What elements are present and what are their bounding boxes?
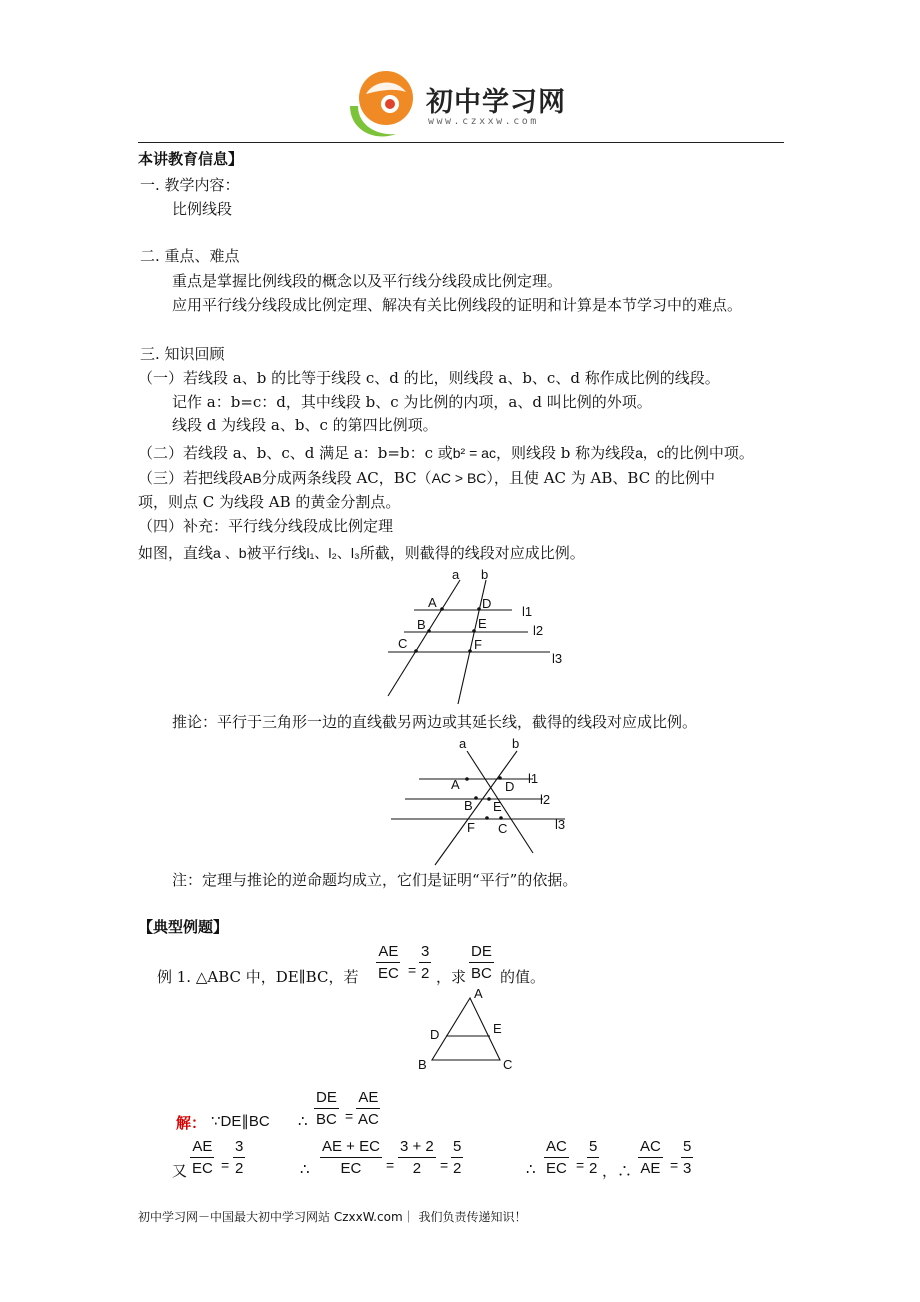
line-b <box>435 751 517 865</box>
fig1-label-a: a <box>452 567 460 582</box>
tri-label-B: B <box>418 1057 427 1072</box>
tri-label-C: C <box>503 1057 513 1072</box>
solution-therefore-1: ∴ <box>298 1112 308 1130</box>
section-2-title: 二. 重点、难点 <box>140 247 240 265</box>
solution-because: ∵DE∥BC <box>211 1113 270 1130</box>
sol-equals-2: = <box>221 1157 230 1173</box>
theorem-parallels: l₁、l₂、l₃ <box>306 545 360 561</box>
section-title: 本讲教育信息】 <box>138 150 244 168</box>
fig2-label-E: E <box>493 799 502 814</box>
example-1-text-a: 例 1. △ABC 中，DE∥BC，若 <box>157 968 359 986</box>
tri-label-A: A <box>474 986 483 1001</box>
solution-label: 解： <box>176 1114 207 1132</box>
sol-fraction-ac-ec: $\frac{AC}{EC}$ <box>546 1138 567 1177</box>
theorem-lines: a 、b <box>213 545 247 561</box>
sol-equals-6: = <box>670 1157 679 1173</box>
figure-parallel-lines <box>380 566 580 706</box>
sol-fraction-ac-ae: $\frac{AC}{AE}$ <box>640 1138 661 1177</box>
solution-therefore-3: ∴ <box>526 1160 536 1178</box>
figure-corollary <box>385 735 585 870</box>
sol-equals-4: = <box>440 1157 449 1173</box>
logo-text: 初中学习网 <box>426 87 566 118</box>
fig2-label-F: F <box>467 820 475 835</box>
theorem-text-c: 所截，则截得的线段对应成比例。 <box>359 544 585 562</box>
ex1-fraction-ae-ec: $\frac{AE}{EC}$ <box>378 943 399 982</box>
section-2-line-1: 重点是掌握比例线段的概念以及平行线分线段成比例定理。 <box>172 272 563 290</box>
theorem-statement <box>138 542 585 563</box>
fig1-label-C: C <box>398 636 408 651</box>
review-item-3-cont: 项，则点 C 为线段 AB 的黄金分割点。 <box>138 493 401 511</box>
sol-equals-1: = <box>345 1108 354 1124</box>
review-item-4: （四）补充：平行线分线段成比例定理 <box>138 517 394 535</box>
review-item-2-text-b: ，则线段 b 称为线段 <box>495 444 636 462</box>
fig2-label-a: a <box>459 736 467 751</box>
sol-fraction-5-3: $\frac{5}{3}$ <box>683 1138 692 1177</box>
fig1-label-E: E <box>478 616 487 631</box>
review-item-1-note-1: 记作 a：b=c：d，其中线段 b、c 为比例的内项，a、d 叫比例的外项。 <box>172 393 652 411</box>
review-item-2-math: b² = ac <box>452 445 496 461</box>
review-item-1: （一）若线段 a、b 的比等于线段 c、d 的比，则线段 a、b、c、d 称作成比例的线段。 <box>138 369 720 387</box>
note-text: 注：定理与推论的逆命题均成立，它们是证明“平行”的依据。 <box>172 871 578 889</box>
solution-therefore-4: ，∴ <box>602 1162 633 1180</box>
review-item-3-text-c: ），且使 AC 为 AB、BC 的比例中 <box>486 469 715 487</box>
fig2-label-B: B <box>464 798 473 813</box>
example-1-text-b: ，求 <box>436 968 467 986</box>
fig1-label-A: A <box>428 595 437 610</box>
solution-therefore-2: ∴ <box>300 1160 310 1178</box>
sol-fraction-ae-plus-ec: $\frac{AE + EC}{EC}$ <box>322 1138 380 1177</box>
review-item-3 <box>138 467 715 488</box>
ex1-fraction-de-bc: $\frac{DE}{BC}$ <box>471 943 492 982</box>
solution-also: 又 <box>172 1162 188 1180</box>
triangle-abc <box>432 998 500 1060</box>
logo-url: www.czxxw.com <box>428 116 539 127</box>
review-item-2-text-a: （二）若线段 a、b、c、d 满足 a：b=b：c 或 <box>138 444 453 462</box>
tri-label-E: E <box>493 1021 502 1036</box>
review-item-2 <box>138 442 754 463</box>
figure-triangle <box>412 984 522 1076</box>
fig2-label-l3: l3 <box>555 817 566 832</box>
page-footer: 初中学习网－中国最大初中学习网站 CzxxW.com｜ 我们负责传递知识！ <box>138 1210 527 1224</box>
section-1-body: 比例线段 <box>172 200 233 218</box>
corollary-text: 推论：平行于三角形一边的直线截另两边或其延长线，截得的线段对应成比例。 <box>172 713 698 731</box>
fig1-label-l2: l2 <box>533 623 544 638</box>
fig2-label-b: b <box>512 736 520 751</box>
fig2-label-l1: l1 <box>528 771 539 786</box>
section-3-title: 三. 知识回顾 <box>140 345 225 363</box>
examples-title: 【典型例题】 <box>138 918 229 936</box>
section-2-line-2: 应用平行线分线段成比例定理、解决有关比例线段的证明和计算是本节学习中的难点。 <box>172 296 743 314</box>
sol-fraction-de-bc: $\frac{DE}{BC}$ <box>316 1089 337 1128</box>
fig1-label-B: B <box>417 617 426 632</box>
fig1-label-b: b <box>481 567 489 582</box>
fig1-label-l1: l1 <box>522 604 533 619</box>
section-1-title: 一. 教学内容： <box>140 176 240 194</box>
fig2-label-l2: l2 <box>540 792 551 807</box>
sol-equals-5: = <box>576 1157 585 1173</box>
fig1-label-D: D <box>482 596 492 611</box>
theorem-text-a: 如图，直线 <box>138 544 214 562</box>
sol-fraction-ae-ec: $\frac{AE}{EC}$ <box>192 1138 213 1177</box>
tri-label-D: D <box>430 1027 440 1042</box>
sol-fraction-ae-ac: $\frac{AE}{AC}$ <box>358 1089 379 1128</box>
sol-fraction-3-2: $\frac{3}{2}$ <box>235 1138 244 1177</box>
review-item-3-text-a: （三）若把线段 <box>138 469 244 487</box>
theorem-text-b: 被平行线 <box>246 544 307 562</box>
sol-fraction-5-2-b: $\frac{5}{2}$ <box>589 1138 598 1177</box>
fig2-label-D: D <box>505 779 515 794</box>
review-item-3-inequality: AC > BC <box>431 470 487 486</box>
fig2-label-A: A <box>451 777 460 792</box>
fig1-label-F: F <box>474 637 482 652</box>
sol-equals-3: = <box>386 1157 395 1173</box>
review-item-1-note-2: 线段 d 为线段 a、b、c 的第四比例项。 <box>172 416 438 434</box>
review-item-2-text-c: 的比例中项。 <box>663 444 754 462</box>
review-item-2-ac: a，c <box>635 445 664 461</box>
sol-fraction-5-2-a: $\frac{5}{2}$ <box>453 1138 462 1177</box>
ex1-fraction-3-2: $\frac{3}{2}$ <box>421 943 430 982</box>
sol-fraction-3plus2-2: $\frac{3 + 2}{2}$ <box>400 1138 434 1177</box>
header-rule <box>138 142 784 143</box>
ex1-equals: = <box>408 962 417 978</box>
review-item-3-ab: AB <box>243 470 262 486</box>
fig1-label-l3: l3 <box>552 651 563 666</box>
fig2-label-C: C <box>498 821 508 836</box>
review-item-3-text-b: 分成两条线段 AC，BC（ <box>261 469 432 487</box>
logo-icon <box>344 62 424 140</box>
example-1-text-c: 的值。 <box>500 968 546 986</box>
